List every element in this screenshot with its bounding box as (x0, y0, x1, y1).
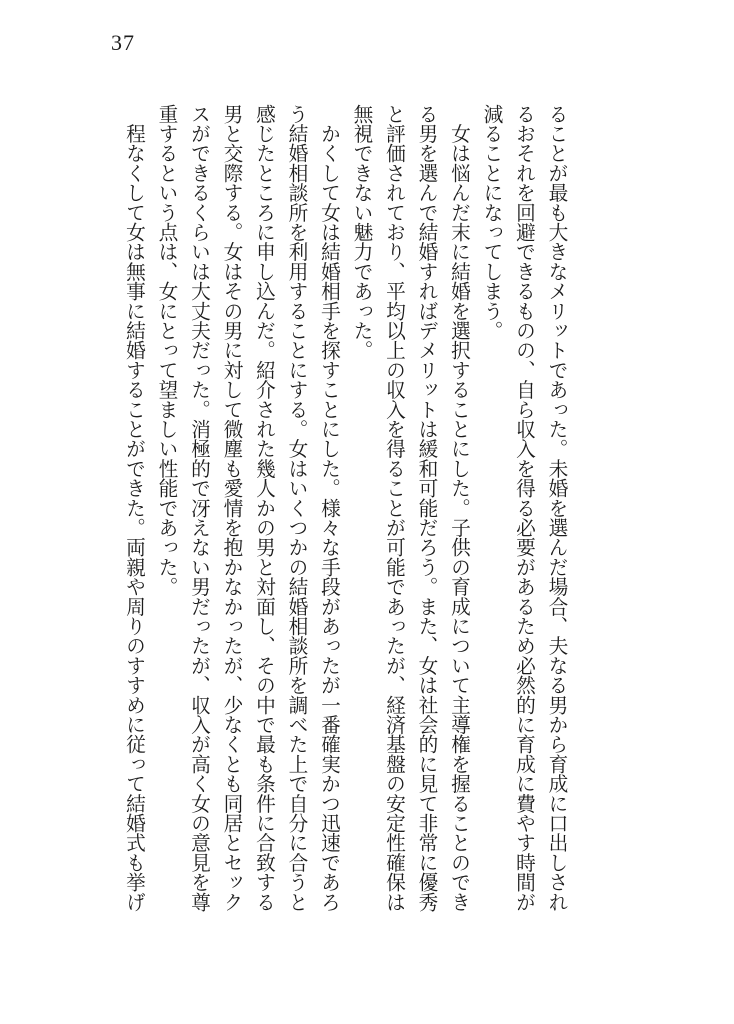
text-column: かくして女は結婚相手を探すことにした。様々な手段があったが一番確実かつ迅速であろ (317, 104, 340, 912)
text-column: う結婚相談所を利用することにする。女はいくつかの結婚相談所を調べた上で自分に合うと (285, 104, 307, 912)
text-column: る男を選んで結婚すればデメリットは緩和可能だろう。また、女は社会的に見て非常に優秀 (415, 104, 437, 912)
text-column: るおそれを回避できるものの、自ら収入を得る必要があるため必然的に育成に費やす時間が (512, 104, 535, 912)
text-column: 女は悩んだ末に結婚を選択することにした。子供の育成について主導権を握ることのでき (447, 104, 470, 912)
text-column: 感じたところに申し込んだ。紹介された幾人かの男と対面し、その中で最も条件に合致する (252, 104, 275, 912)
text-column: ることが最も大きなメリットであった。未婚を選んだ場合、夫なる男から育成に口出しされ (545, 104, 567, 912)
text-column: 減ることになってしまう。 (480, 104, 502, 341)
text-column: 無視できない魅力であった。 (350, 104, 372, 361)
text-column: 重するという点は、女にとって望ましい性能であった。 (155, 104, 177, 597)
page-number: 37 (111, 30, 135, 55)
text-column: スができるくらいは大丈夫だった。消極的で冴えない男だったが、収入が高く女の意見を尊 (187, 104, 210, 912)
body-text (117, 104, 572, 916)
text-column: と評価されており、平均以上の収入を得ることが可能であったが、経済基盤の安定性確保は (382, 104, 405, 912)
text-column: 程なくして女は無事に結婚することができた。両親や周りのすすめに従って結婚式も挙げ (122, 104, 145, 912)
text-column: 男と交際する。女はその男に対して微塵も愛情を抱かなかったが、少なくとも同居とセック (220, 104, 242, 912)
